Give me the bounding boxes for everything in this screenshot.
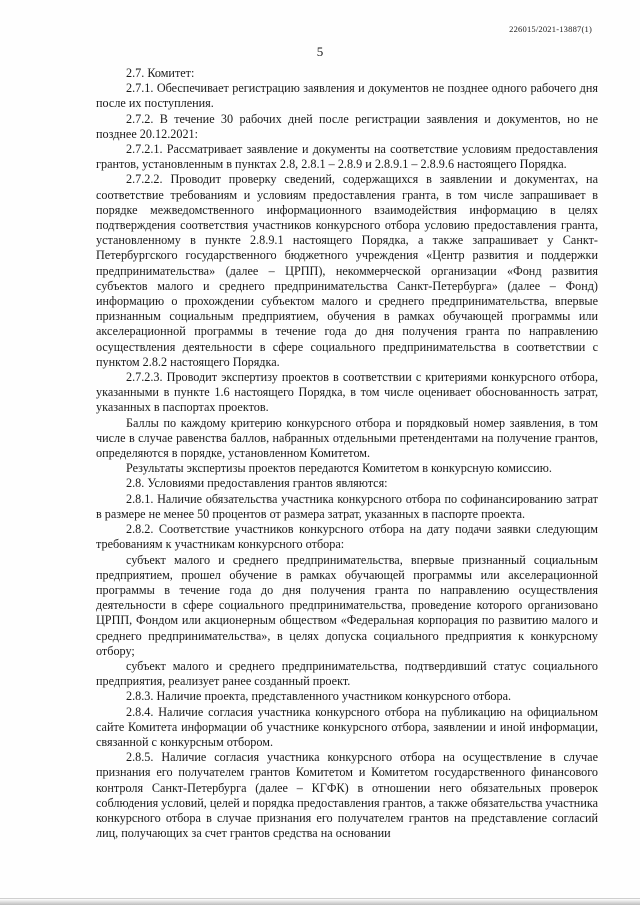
paragraph-2-8: 2.8. Условиями предоставления грантов являются: bbox=[126, 476, 388, 491]
paragraph-2-7-2-1: 2.7.2.1. Рассматривает заявление и документы на соответствие условиям предоставления грантов, установленным в пунктах 2.8, 2.8.1 – 2.8.9 и 2.8.9.1 – 2.8.9.6 настоящего Порядка. bbox=[96, 142, 598, 172]
paragraph-requirement-1: субъект малого и среднего предпринимательства, впервые признанный социальным предприятием, прошел обучение в рамках обучающей программы или акселерационной программы в течение года до дня получения гранта по направлению осуществления деятельности в сфере социального предпринимательства, проведение которого организовано ЦРПП, Фондом или акционерным обществом «Федеральная корпорация по развитию малого и среднего предпринимательства», в целях допуска социального предприятия к конкурсному отбору; bbox=[96, 552, 598, 658]
paragraph-2-7-2-2: 2.7.2.2. Проводит проверку сведений, содержащихся в заявлении и документах, на соответствие требованиям и условиям предоставления гранта, в том числе запрашивает в порядке межведомственного информационного взаимодействия информацию в целях подтверждения соответствия участников конкурсного отбора условию предоставления гранта, установленному в пункте 2.8.9.1 настоящего Порядка, а также запрашивает у Санкт-Петербургского государственного бюджетного учреждения «Центр развития и поддержки предпринимательства» (далее – ЦРПП), некоммерческой организации «Фонд развития субъектов малого и среднего предпринимательства Санкт-Петербурга» (далее – Фонд) информацию о прохождении субъектом малого и среднего предпринимательства, впервые признанным социальным предприятием, обучения в рамках обучающей программы или акселерационной программы в течение года до дня получения гранта по направлению осуществления деятельности в сфере социального предпринимательства в соответствии с пунктом 2.8.2 настоящего Порядка. bbox=[96, 172, 598, 369]
paragraph-2-7: 2.7. Комитет: bbox=[126, 66, 195, 80]
paragraph-2-7-2-3: 2.7.2.3. Проводит экспертизу проектов в соответствии с критериями конкурсного отбора, указанными в пункте 1.6 настоящего Порядка, в том числе оценивает обоснованность затрат, указанных в паспортах проектов. bbox=[96, 370, 598, 415]
page-number: 5 bbox=[316, 44, 324, 59]
paragraph-results: Результаты экспертизы проектов передаются Комитетом в конкурсную комиссию. bbox=[126, 461, 552, 476]
paragraph-2-8-3: 2.8.3. Наличие проекта, представленного участником конкурсного отбора. bbox=[126, 689, 512, 704]
paragraph-2-8-4: 2.8.4. Наличие согласия участника конкурсного отбора на публикацию на официальном сайте Комитета информации об участнике конкурсного отбора, заявлении и иной информации, связанной с конкурсным отбором. bbox=[96, 704, 598, 749]
paragraph-2-8-2: 2.8.2. Соответствие участников конкурсного отбора на дату подачи заявки следующим требованиям к участникам конкурсного отбора: bbox=[96, 522, 598, 552]
paragraph-2-7-2: 2.7.2. В течение 30 рабочих дней после регистрации заявления и документов, но не позднее 20.12.2021: bbox=[96, 111, 598, 141]
paragraph-scores: Баллы по каждому критерию конкурсного отбора и порядковый номер заявления, в том числе в случае равенства баллов, набранных отдельными претендентами на получение грантов, определяются в порядке, установленном Комитетом. bbox=[96, 415, 598, 461]
scan-edge-shadow bbox=[0, 899, 640, 905]
paragraph-2-8-1: 2.8.1. Наличие обязательства участника конкурсного отбора по софинансированию затрат в размере не менее 50 процентов от размера затрат, указанных в паспорте проекта. bbox=[96, 491, 598, 521]
document-body bbox=[96, 66, 598, 841]
paragraph-requirement-2: субъект малого и среднего предпринимательства, подтвердивший статус социального предприятия, реализует ранее созданный проект. bbox=[96, 658, 598, 689]
paragraph-2-7-1: 2.7.1. Обеспечивает регистрацию заявления и документов не позднее одного рабочего дня после их поступления. bbox=[96, 81, 598, 111]
document-number: 226015/2021-13887(1) bbox=[509, 24, 592, 34]
paragraph-2-8-5: 2.8.5. Наличие согласия участника конкурсного отбора на осуществление в случае признания его получателем грантов Комитетом и Комитетом государственного финансового контроля Санкт-Петербурга (далее – КГФК) в отношении него обязательных проверок соблюдения условий, целей и порядка предоставления грантов, а также обязательства участника конкурсного отбора в случае признания его получателем грантов на представление согласий лиц, получающих за счет грантов средства на основании bbox=[96, 750, 598, 841]
